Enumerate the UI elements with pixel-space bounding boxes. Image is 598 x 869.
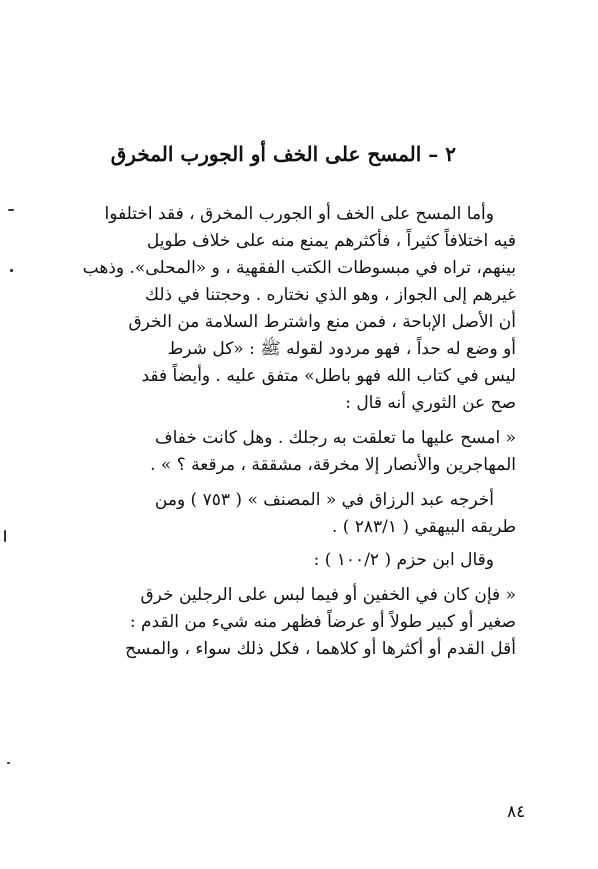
page-number: ٨٤ [507, 802, 526, 822]
citation-line: طريقه البيهقي ( ٢٨٣/١ ) . [331, 517, 516, 537]
body-text [82, 204, 516, 666]
text-line: بينهم، تراه في مبسوطات الكتب الفقهية ، و «المحلى». وذهب [82, 258, 516, 278]
scan-mark [8, 209, 14, 211]
text-line: أو وضع له حداً ، فهو مردود لقوله ﷺ : «كل شرط [167, 339, 516, 359]
text-line: أن الأصل الإباحة ، فمن منع واشترط السلامة من الخرق [128, 312, 516, 332]
text-line: غيرهم إلى الجواز ، وهو الذي نختاره . وحجتنا في ذلك [145, 285, 516, 305]
text-line: وأما المسح على الخف أو الجورب المخرق ، فقد اختلفوا [104, 204, 494, 224]
quote-line: المهاجرين والأنصار إلا مخرقة، مشققة ، مرقعة ؟ » . [150, 455, 516, 475]
text-line: ليس في كتاب الله فهو باطل» متفق عليه . وأيضاً فقد [141, 366, 516, 386]
text-line: صح عن الثوري أنه قال : [345, 393, 516, 413]
quote-line: « امسح عليها ما تعلقت به رجلك . وهل كانت خفاف [154, 428, 516, 448]
citation-line: أخرجه عبد الرزاق في « المصنف » ( ٧٥٣ ) ومن [154, 490, 494, 510]
scan-mark [7, 762, 10, 764]
quote-line: صغير أو كبير طولاً أو عرضاً فظهر منه شيء من القدم : [129, 612, 516, 632]
scan-mark [4, 530, 6, 542]
scan-mark [10, 269, 13, 272]
section-heading: ٢ – المسح على الخف أو الجورب المخرق [110, 142, 456, 166]
quote-line: أقل القدم أو أكثرها أو كلاهما ، فكل ذلك سواء ، والمسح [125, 639, 516, 659]
quote-line: « فإن كان في الخفين أو فيما لبس على الرجلين خرق [140, 585, 516, 605]
text-line: فيه اختلافاً كثيراً ، فأكثرهم يمنع منه على خلاف طويل [146, 231, 516, 251]
text-line: وقال ابن حزم ( ١٠٠/٢ ) : [313, 550, 494, 570]
